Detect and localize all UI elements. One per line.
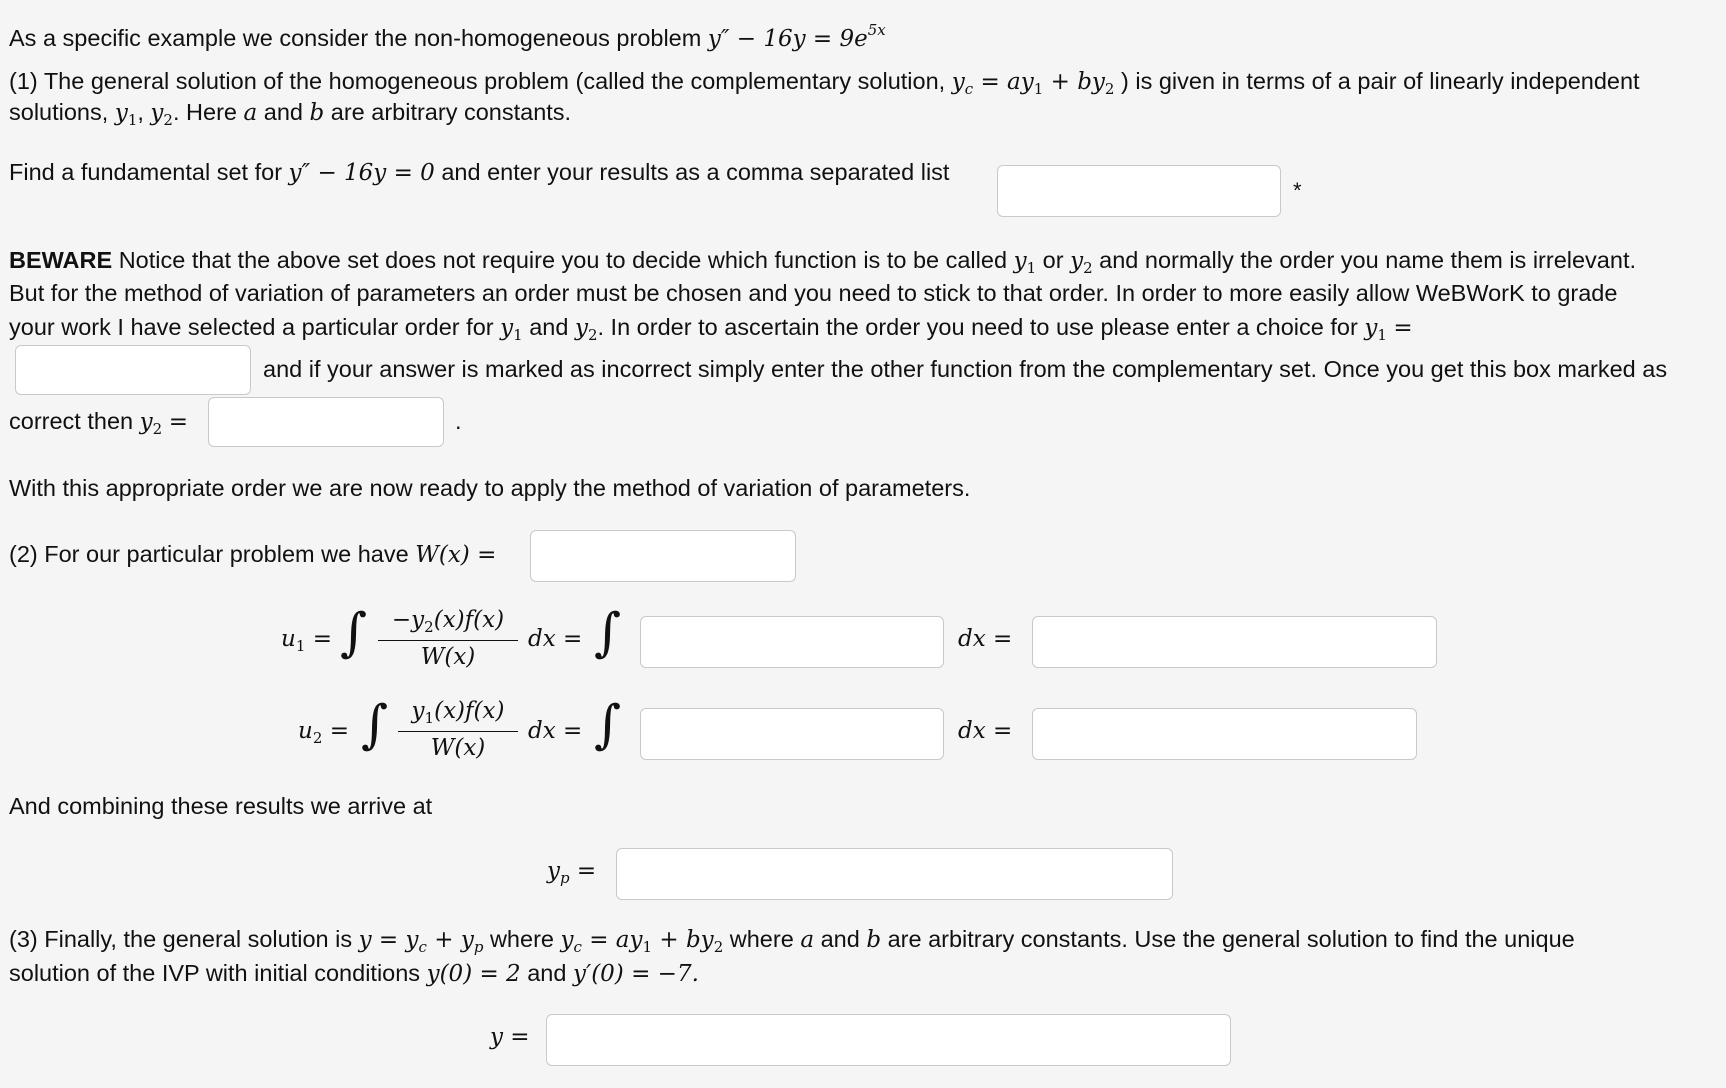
- part3-line1: (3) Finally, the general solution is $y = y_c + y_p$ where $y_c = ay_1 + by_2$ where a and b are arbitrary constants. Use the general solution to find the unique: [9, 926, 1575, 956]
- beware-line5: correct then $y_2$ =: [9, 408, 188, 438]
- beware-line3: your work I have selected a particular order for $y_1$ and $y_2$. In order to ascertain the order you need to use please enter a choice for $y_1$ =: [9, 314, 1413, 344]
- yc-expression: $y_c = ay_1 + by_2$: [951, 69, 1115, 98]
- final-y-label: y =: [490, 1024, 530, 1050]
- ready-text: With this appropriate order we are now ready to apply the method of variation of parameters.: [9, 475, 971, 501]
- u2-integrand-input[interactable]: [640, 708, 944, 760]
- yp-input[interactable]: [616, 848, 1173, 900]
- u1-dx-2: dx =: [958, 626, 1013, 652]
- beware-line4: and if your answer is marked as incorrect simply enter the other function from the complementary set. Once you get this box marked as: [263, 356, 1668, 382]
- u1-integral-sign: ∫: [340, 603, 368, 663]
- u1-integral-sign-2: ∫: [594, 603, 622, 663]
- u2-integral-sign: ∫: [361, 695, 389, 755]
- final-solution-input[interactable]: [546, 1014, 1231, 1066]
- u1-fraction: $\frac{-y_2(x)f(x)}{W(x)}$: [378, 607, 518, 670]
- intro-equation: $y'' - 16y = 9e^{5x}$: [707, 21, 886, 52]
- part3-line2: solution of the IVP with initial conditions y(0) = 2 and y′(0) = −7.: [9, 960, 699, 987]
- intro-text: As a specific example we consider the non-homogeneous problem: [9, 25, 702, 51]
- u2-result-input[interactable]: [1032, 708, 1417, 760]
- u1-dx: dx =: [528, 626, 583, 652]
- u2-label: $u_2$ =: [298, 718, 349, 747]
- combine-text: And combining these results we arrive at: [9, 793, 433, 819]
- part1-line2: solutions, $y_1$, $y_2$. Here a and b are arbitrary constants.: [9, 99, 572, 129]
- y2-input[interactable]: [208, 397, 444, 447]
- beware-label: BEWARE: [9, 247, 113, 273]
- u2-integral-sign-2: ∫: [594, 695, 622, 755]
- fundamental-set-prompt: Find a fundamental set for y″ − 16y = 0 and enter your results as a comma separated list: [9, 159, 950, 186]
- beware-line2: But for the method of variation of parameters an order must be chosen and you need to stick to that order. In order to more easily allow WeBWorK to grade: [9, 280, 1618, 306]
- u1-integrand-input[interactable]: [640, 616, 944, 668]
- part1-line1: (1) The general solution of the homogeneous problem (called the complementary solution, $y_c = ay_1 + by_2$ ) is given in terms of a pair of linearly independent: [9, 68, 1640, 98]
- y1-input[interactable]: [15, 345, 251, 395]
- beware-line1: BEWARE Notice that the above set does not require you to decide which function is to be called $y_1$ or $y_2$ and normally the order you name them is irrelevant.: [9, 247, 1636, 277]
- required-asterisk: *: [1293, 178, 1302, 203]
- u1-label: $u_1$ =: [281, 626, 332, 655]
- u2-fraction: $\frac{y_1(x)f(x)}{W(x)}$: [398, 698, 518, 761]
- fundamental-set-input[interactable]: [997, 165, 1281, 217]
- u1-result-input[interactable]: [1032, 616, 1437, 668]
- u2-dx: dx =: [528, 718, 583, 744]
- intro-line: [9, 13, 886, 56]
- part2-line: (2) For our particular problem we have W(x) =: [9, 541, 497, 568]
- u2-dx-2: dx =: [958, 718, 1013, 744]
- yp-label: $y_p$ =: [547, 858, 597, 887]
- wronskian-input[interactable]: [530, 530, 796, 582]
